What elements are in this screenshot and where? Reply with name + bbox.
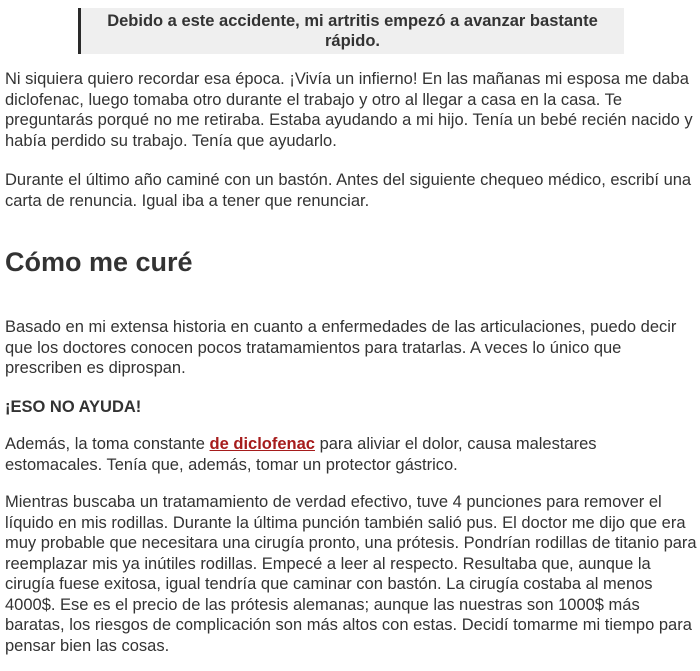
paragraph-6: Mientras buscaba un tratamamiento de verdad efectivo, tuve 4 punciones para remover el líquido en mis rodillas. Durante la última punción también salió pus. El doctor me dijo que era muy probable que necesitara una cirugía pronto, una prótesis. Pondrían rodillas de titanio para reemplazar mis ya inútiles rodillas. Empecé a leer al respecto. Resultaba que, aunque la cirugía fuese exitosa, igual tendría que caminar con bastón. La cirugía costaba al menos 4000$. Ese es el precio de las prótesis alemanas; aunque las nuestras son 1000$ más baratas, los riesgos de complicación son más altos con estas. Decidí tomarme mi tiempo para pensar bien las cosas. (5, 493, 697, 655)
emphasis-paragraph: ¡ESO NO AYUDA! (5, 398, 142, 416)
pull-quote-text: Debido a este accidente, mi artritis empezó a avanzar bastante rápido. (107, 12, 598, 50)
paragraph-1: Ni siquiera quiero recordar esa época. ¡Vivía un infierno! En las mañanas mi esposa me daba diclofenac, luego tomaba otro durante el trabajo y otro al llegar a casa en la casa. Te preguntarás porqué no me retiraba. Estaba ayudando a mi hijo. Tenía un bebé recién nacido y había perdido su trabajo. Tenía que ayudarlo. (5, 70, 693, 150)
paragraph-3: Basado en mi extensa historia en cuanto a enfermedades de las articulaciones, puedo decir que los doctores conocen pocos tratamamientos para tratarlas. A veces lo único que prescriben es diprospan. (5, 318, 677, 377)
paragraph-5-text-after: para aliviar el dolor, causa malestares estomacales. Tenía que, además, tomar un protector gástrico. (5, 435, 597, 474)
diclofenac-link[interactable]: de diclofenac (209, 435, 315, 453)
paragraph-5 (5, 434, 697, 475)
paragraph-2: Durante el último año caminé con un bastón. Antes del siguiente chequeo médico, escribí una carta de renuncia. Igual iba a tener que renunciar. (5, 171, 692, 210)
section-heading: Cómo me curé (5, 247, 193, 277)
paragraph-5-text-before: Además, la toma constante (5, 435, 210, 453)
pull-quote (78, 8, 624, 54)
